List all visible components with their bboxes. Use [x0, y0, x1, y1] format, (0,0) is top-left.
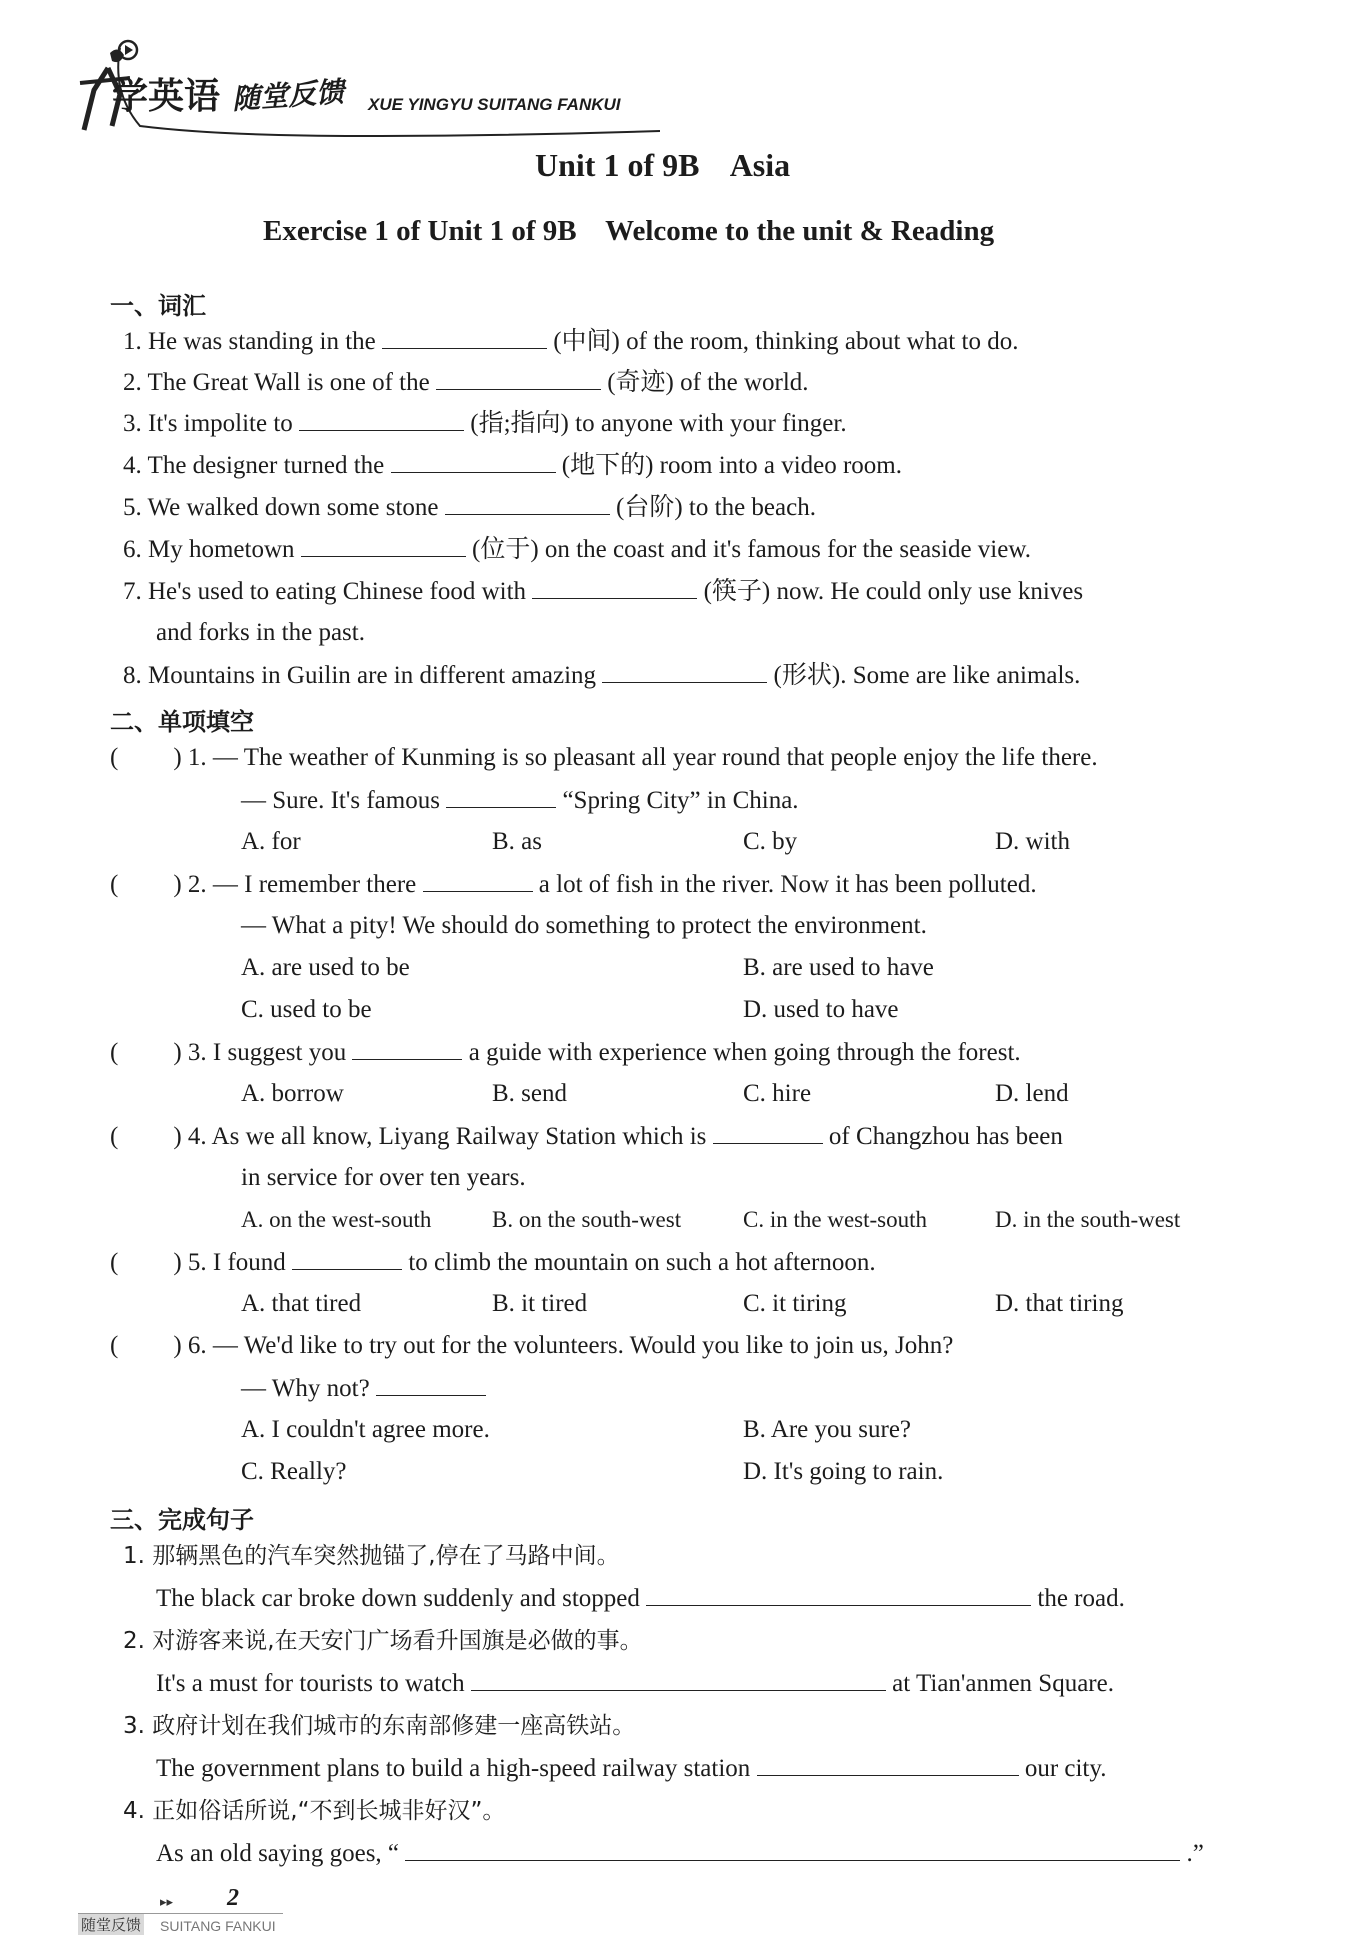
sentence-4-chinese: 4. 正如俗话所说,“不到长城非好汉”。: [123, 1798, 506, 1824]
double-arrow-icon: ▸▸: [160, 1894, 174, 1909]
option-d: D. lend: [995, 1080, 1069, 1107]
option-c: C. it tiring: [743, 1290, 847, 1317]
question-text: As we all know, Liyang Railway Station which is: [211, 1123, 707, 1150]
vocab-item: [123, 450, 902, 481]
question-6: [110, 1331, 953, 1361]
question-text: — We'd like to try out for the volunteers. Would you like to join us, John?: [212, 1332, 954, 1359]
question-2-line2: — What a pity! We should do something to protect the environment.: [241, 912, 927, 939]
sentence-text: As an old saying goes, “: [156, 1840, 400, 1867]
question-5: [110, 1247, 876, 1278]
vocab-item: [123, 326, 1018, 357]
vocab-text: 6. My hometown: [123, 536, 295, 563]
option-c: C. Really?: [241, 1458, 347, 1485]
answer-blank[interactable]: [376, 1373, 486, 1396]
vocab-item: [123, 492, 816, 523]
vocab-item: [123, 576, 1083, 607]
vocab-text: 7. He's used to eating Chinese food with: [123, 578, 527, 605]
exercise-title: Exercise 1 of Unit 1 of 9B Welcome to the unit & Reading: [263, 215, 995, 247]
question-text: — Why not?: [241, 1375, 370, 1402]
answer-blank[interactable]: [445, 492, 610, 515]
answer-blank[interactable]: [471, 1668, 886, 1691]
answer-blank[interactable]: [382, 326, 547, 349]
question-text: of Changzhou has been: [828, 1123, 1063, 1150]
question-text: I found: [212, 1249, 286, 1276]
option-a: A. that tired: [241, 1290, 362, 1317]
question-text: “Spring City” in China.: [562, 787, 799, 814]
answer-blank[interactable]: [292, 1247, 402, 1270]
option-a: A. I couldn't agree more.: [241, 1416, 490, 1443]
vocab-text: (中间) of the room, thinking about what to do.: [553, 328, 1019, 355]
answer-blank[interactable]: [301, 534, 466, 557]
question-text: to climb the mountain on such a hot afternoon.: [408, 1249, 876, 1276]
section-single-choice-title: 二、单项填空: [110, 708, 254, 736]
option-c: C. by: [743, 828, 798, 855]
vocab-text: 1. He was standing in the: [123, 328, 376, 355]
answer-paren[interactable]: (: [110, 1249, 119, 1276]
question-4-line2: in service for over ten years.: [241, 1164, 526, 1191]
header-pinyin: XUE YINGYU SUITANG FANKUI: [368, 95, 621, 114]
footer-tag: 随堂反馈: [78, 1914, 144, 1935]
answer-blank[interactable]: [391, 450, 556, 473]
answer-blank[interactable]: [446, 785, 556, 808]
header-cn-subtitle: 随堂反馈: [231, 75, 346, 116]
question-number: ) 3.: [173, 1039, 207, 1066]
option-a: A. for: [241, 828, 301, 855]
option-b: B. as: [492, 828, 542, 855]
answer-blank[interactable]: [713, 1121, 823, 1144]
question-text: I suggest you: [212, 1039, 347, 1066]
question-text: — I remember there: [212, 871, 417, 898]
option-a: A. on the west-south: [241, 1207, 432, 1232]
option-a: A. are used to be: [241, 954, 410, 981]
vocab-text: 4. The designer turned the: [123, 452, 385, 479]
option-b: B. it tired: [492, 1290, 588, 1317]
option-d: D. that tiring: [995, 1290, 1124, 1317]
option-b: B. send: [492, 1080, 567, 1107]
sentence-3-chinese: 3. 政府计划在我们城市的东南部修建一座高铁站。: [123, 1713, 636, 1739]
footer-subtitle: SUITANG FANKUI: [160, 1918, 276, 1934]
answer-blank[interactable]: [757, 1753, 1019, 1776]
question-text: — Sure. It's famous: [241, 787, 440, 814]
question-1-line2: [241, 785, 799, 816]
answer-paren[interactable]: (: [110, 744, 119, 771]
question-4: [110, 1121, 1063, 1152]
answer-blank[interactable]: [423, 869, 533, 892]
question-number: ) 2.: [173, 871, 207, 898]
option-b: B. are used to have: [743, 954, 934, 981]
answer-paren[interactable]: (: [110, 1039, 119, 1066]
sentence-2-chinese: 2. 对游客来说,在天安门广场看升国旗是必做的事。: [123, 1628, 643, 1654]
question-number: ) 4.: [173, 1123, 207, 1150]
answer-paren[interactable]: (: [110, 871, 119, 898]
vocab-text: 8. Mountains in Guilin are in different amazing: [123, 662, 597, 689]
header-cn-title: 学英语: [112, 76, 221, 117]
vocab-item: [123, 534, 1031, 565]
sentence-text: the road.: [1037, 1585, 1125, 1612]
sentence-text: The black car broke down suddenly and stopped: [156, 1585, 640, 1612]
answer-paren[interactable]: (: [110, 1332, 119, 1359]
sentence-2-english: [156, 1668, 1114, 1699]
option-d: D. with: [995, 828, 1070, 855]
option-c: C. used to be: [241, 996, 372, 1023]
unit-title: Unit 1 of 9B Asia: [535, 147, 791, 183]
vocab-text: (筷子) now. He could only use knives: [703, 578, 1084, 605]
vocab-text: (位于) on the coast and it's famous for the seaside view.: [472, 536, 1032, 563]
answer-blank[interactable]: [602, 660, 767, 683]
option-c: C. in the west-south: [743, 1207, 927, 1232]
answer-blank[interactable]: [299, 408, 464, 431]
sentence-3-english: [156, 1753, 1107, 1784]
vocab-item: [123, 408, 847, 439]
vocab-text: (指;指向) to anyone with your finger.: [470, 410, 847, 437]
question-text: a lot of fish in the river. Now it has been polluted.: [538, 871, 1037, 898]
vocab-text: 2. The Great Wall is one of the: [123, 369, 430, 396]
vocab-item: [123, 660, 1080, 691]
sentence-text: our city.: [1024, 1755, 1107, 1782]
vocab-text: (奇迹) of the world.: [607, 369, 809, 396]
question-number: ) 5.: [173, 1249, 207, 1276]
page-number: 2: [227, 1885, 239, 1911]
section-complete-sentences-title: 三、完成句子: [110, 1506, 254, 1534]
answer-blank[interactable]: [532, 576, 697, 599]
vocab-text: (形状). Some are like animals.: [773, 662, 1081, 689]
question-1: [110, 743, 1098, 773]
question-2: [110, 869, 1037, 900]
sentence-1-chinese: 1. 那辆黑色的汽车突然抛锚了,停在了马路中间。: [123, 1543, 620, 1569]
question-text: — The weather of Kunming is so pleasant all year round that people enjoy the life there.: [212, 744, 1098, 771]
question-6-line2: [241, 1373, 486, 1404]
option-c: C. hire: [743, 1080, 812, 1107]
question-number: ) 1.: [173, 744, 207, 771]
option-d: D. It's going to rain.: [743, 1458, 944, 1485]
header-logo: [50, 38, 660, 138]
answer-blank[interactable]: [436, 367, 601, 390]
option-b: B. Are you sure?: [743, 1416, 912, 1443]
sentence-1-english: [156, 1583, 1125, 1614]
vocab-text: (地下的) room into a video room.: [561, 452, 903, 479]
question-text: a guide with experience when going through the forest.: [468, 1039, 1021, 1066]
option-d: D. used to have: [743, 996, 899, 1023]
vocab-text: 3. It's impolite to: [123, 410, 293, 437]
vocab-text: (台阶) to the beach.: [616, 494, 816, 521]
sentence-text: The government plans to build a high-speed railway station: [156, 1755, 751, 1782]
answer-paren[interactable]: (: [110, 1123, 119, 1150]
answer-blank[interactable]: [646, 1583, 1031, 1606]
sentence-text: .”: [1186, 1840, 1204, 1867]
question-3: [110, 1037, 1021, 1068]
vocab-item: [123, 367, 809, 398]
vocab-text: 5. We walked down some stone: [123, 494, 439, 521]
option-a: A. borrow: [241, 1080, 344, 1107]
option-b: B. on the south-west: [492, 1207, 682, 1232]
sentence-text: It's a must for tourists to watch: [156, 1670, 465, 1697]
answer-blank[interactable]: [352, 1037, 462, 1060]
answer-blank[interactable]: [405, 1838, 1180, 1861]
sentence-4-english: [156, 1838, 1204, 1869]
option-d: D. in the south-west: [995, 1207, 1181, 1232]
vocab-item-continuation: and forks in the past.: [156, 619, 365, 646]
sentence-text: at Tian'anmen Square.: [892, 1670, 1114, 1697]
question-number: ) 6.: [173, 1332, 207, 1359]
section-vocabulary-title: 一、词汇: [110, 292, 206, 320]
